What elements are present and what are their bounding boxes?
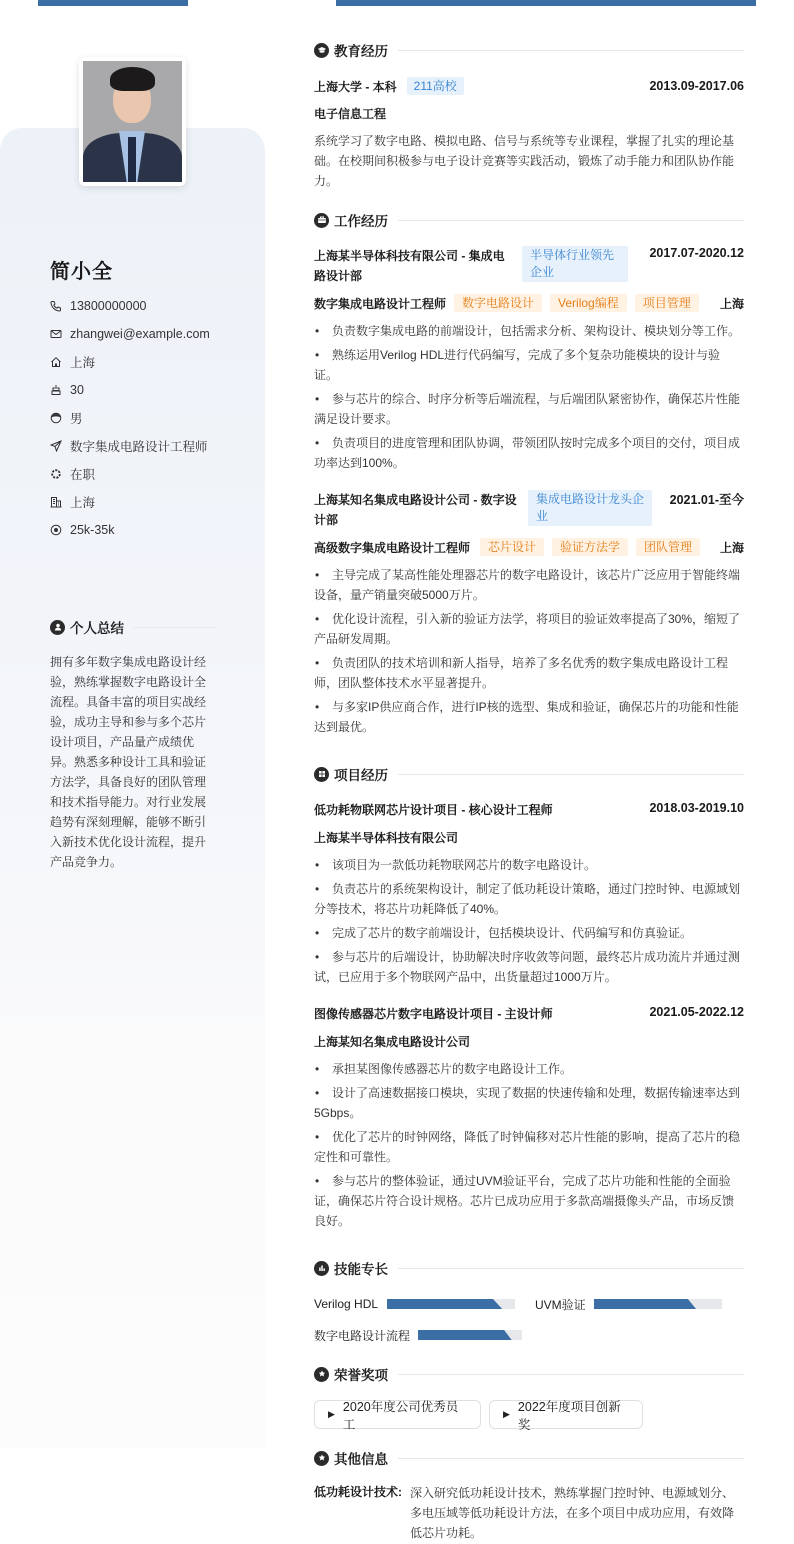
mail-icon	[50, 328, 62, 340]
skill-progress-bar	[594, 1299, 722, 1309]
project-bullets	[314, 1059, 744, 1235]
play-triangle-icon: ▶	[328, 1409, 335, 1419]
work-city: 上海	[719, 296, 744, 311]
list-item: • 完成了芯片的数字前端设计，包括模块设计、代码编写和仿真验证。	[314, 923, 744, 943]
avatar	[79, 57, 186, 186]
education-date: 2013.09-2017.06	[649, 79, 744, 93]
work-item-header	[314, 246, 744, 286]
skill-name: 数字电路设计流程	[314, 1328, 411, 1343]
list-item: • 该项目为一款低功耗物联网芯片的数字电路设计。	[314, 855, 744, 875]
summary-text: 拥有多年数字集成电路设计经验，熟练掌握数字电路设计全流程。具备丰富的项目实战经验，成功主导和参与多个芯片设计项目，产品量产成绩优异。熟悉多种设计工具和验证方法学，具备良好的团队管理和技术指导能力。对行业发展趋势有深刻理解，能够不断引入新技术优化设计流程，提升产品竞争力。	[50, 655, 207, 869]
award-label: 2022年度项目创新奖	[517, 1399, 621, 1432]
info-gender	[50, 404, 250, 432]
skill-progress-fill	[387, 1299, 502, 1309]
project-name: 图像传感器芯片数字电路设计项目 - 主设计师	[314, 1007, 553, 1021]
project-header-row	[314, 1005, 744, 1022]
skill-item	[314, 1297, 515, 1311]
info-text: 在职	[70, 468, 96, 482]
list-item: • 优化了芯片的时钟网络，降低了时钟偏移对芯片性能的影响，提高了芯片的稳定性和可靠性。	[314, 1127, 744, 1167]
skill-progress-bar	[418, 1330, 522, 1340]
grid-icon	[314, 767, 329, 782]
info-text: 13800000000	[70, 299, 147, 313]
info-salary	[50, 516, 250, 544]
info-text: zhangwei@example.com	[70, 327, 210, 341]
list-item: • 负责项目的进度管理和团队协调，带领团队按时完成多个项目的交付，项目成功率达到100%。	[314, 433, 744, 473]
info-text: 男	[70, 412, 83, 426]
info-status	[50, 460, 250, 488]
skill-tag: Verilog编程	[550, 294, 627, 312]
skill-name: Verilog HDL	[314, 1297, 379, 1311]
list-item: • 承担某图像传感器芯片的数字电路设计工作。	[314, 1059, 744, 1079]
info-location	[50, 348, 250, 376]
profile-photo	[83, 61, 182, 182]
company-name: 上海某半导体科技有限公司 - 集成电路设计部	[314, 249, 505, 283]
skill-tag: 验证方法学	[552, 538, 628, 556]
skill-progress-fill	[594, 1299, 696, 1309]
skill-tag: 数字电路设计	[454, 294, 542, 312]
projects-section-header	[314, 764, 744, 784]
list-item: • 参与芯片的后端设计，协助解决时序收敛等问题，最终芯片成功流片并通过测试，已应用于多个物联网产品中，出货量超过1000万片。	[314, 947, 744, 987]
education-section-header	[314, 40, 744, 60]
company-tag: 半导体行业领先企业	[522, 246, 628, 282]
company-name: 上海某知名集成电路设计公司 - 数字设计部	[314, 493, 517, 527]
skill-tag: 芯片设计	[480, 538, 544, 556]
major-row	[314, 105, 744, 122]
info-text: 上海	[70, 496, 96, 510]
list-item: • 与多家IP供应商合作，进行IP核的选型、集成和验证，确保芯片的功能和性能达到最优。	[314, 697, 744, 737]
company-tag: 集成电路设计龙头企业	[528, 490, 652, 526]
user-icon	[50, 620, 65, 635]
list-item: • 负责芯片的系统架构设计，制定了低功耗设计策略，通过门控时钟、电源域划分等技术，将芯片功耗降低了40%。	[314, 879, 744, 919]
education-description: 系统学习了数字电路、模拟电路、信号与系统等专业课程，掌握了扎实的理论基础。在校期间积极参与电子设计竞赛等实践活动，锻炼了动手能力和团队协作能力。	[314, 134, 735, 188]
info-badge-icon	[314, 1451, 329, 1466]
info-email	[50, 320, 250, 348]
send-icon	[50, 440, 62, 452]
work-item-header	[314, 490, 744, 530]
section-title: 其他信息	[334, 1452, 388, 1467]
home-icon	[50, 356, 62, 368]
list-item: • 负责团队的技术培训和新人指导，培养了多名优秀的数字集成电路设计工程师，团队整体技术水平显著提升。	[314, 653, 744, 693]
divider	[398, 50, 744, 51]
info-text: 25k-35k	[70, 523, 115, 537]
job-title: 数字集成电路设计工程师	[314, 296, 447, 311]
gender-icon	[50, 412, 62, 424]
section-title: 技能专长	[334, 1262, 388, 1277]
summary-section-header	[50, 617, 216, 637]
work-position-row	[314, 294, 744, 312]
school-tag: 211高校	[407, 77, 464, 95]
divider	[134, 627, 216, 628]
project-name: 低功耗物联网芯片设计项目 - 核心设计工程师	[314, 803, 553, 817]
work-position-row	[314, 538, 744, 556]
divider	[398, 220, 744, 221]
project-header-row	[314, 801, 744, 818]
list-item: • 优化设计流程，引入新的验证方法学，将项目的验证效率提高了30%，缩短了产品研发周期。	[314, 609, 744, 649]
info-text: 数字集成电路设计工程师	[70, 440, 208, 454]
skill-progress-bar	[387, 1299, 515, 1309]
project-company: 上海某半导体科技有限公司	[314, 831, 459, 845]
salary-icon	[50, 524, 62, 536]
age-icon	[50, 384, 62, 396]
work-bullets	[314, 565, 744, 741]
skill-item	[535, 1297, 722, 1311]
project-bullets	[314, 855, 744, 991]
award-icon	[314, 1367, 329, 1382]
other-label: 低功耗设计技术:	[314, 1485, 402, 1499]
divider	[398, 774, 744, 775]
project-date: 2018.03-2019.10	[649, 801, 744, 815]
contact-info-list	[50, 292, 250, 544]
section-title: 项目经历	[334, 768, 388, 783]
divider	[398, 1458, 744, 1459]
top-accent-bar-left	[38, 0, 188, 6]
project-date: 2021.05-2022.12	[649, 1005, 744, 1019]
project-company-row	[314, 829, 744, 846]
list-item: • 参与芯片的整体验证，通过UVM验证平台，完成了芯片功能和性能的全面验证，确保芯片符合设计规格。芯片已成功应用于多款高端摄像头产品，市场反馈良好。	[314, 1171, 744, 1231]
status-icon	[50, 468, 62, 480]
education-header-row	[314, 77, 744, 95]
award-item[interactable]	[314, 1399, 481, 1432]
divider	[398, 1374, 744, 1375]
work-city: 上海	[719, 540, 744, 555]
info-position	[50, 432, 250, 460]
divider	[398, 1268, 744, 1269]
work-section-header	[314, 210, 744, 230]
info-city	[50, 488, 250, 516]
phone-icon	[50, 300, 62, 312]
skill-item	[314, 1328, 522, 1342]
project-company-row	[314, 1033, 744, 1050]
awards-section-header	[314, 1364, 744, 1384]
skill-name: UVM验证	[535, 1297, 586, 1312]
top-accent-bar-right	[336, 0, 756, 6]
award-item[interactable]	[489, 1399, 643, 1432]
job-title: 高级数字集成电路设计工程师	[314, 540, 471, 555]
work-bullets	[314, 321, 744, 477]
list-item: • 负责数字集成电路的前端设计，包括需求分析、架构设计、模块划分等工作。	[314, 321, 744, 341]
section-title: 荣誉奖项	[334, 1368, 388, 1383]
briefcase-icon	[314, 213, 329, 228]
list-item: • 设计了高速数据接口模块，实现了数据的快速传输和处理，数据传输速率达到5Gbps。	[314, 1083, 744, 1123]
section-title: 工作经历	[334, 214, 388, 229]
play-triangle-icon: ▶	[503, 1409, 510, 1419]
list-item: • 熟练运用Verilog HDL进行代码编写，完成了多个复杂功能模块的设计与验证。	[314, 345, 744, 385]
section-title: 个人总结	[70, 621, 124, 636]
info-phone	[50, 292, 250, 320]
info-age	[50, 376, 250, 404]
project-company: 上海某知名集成电路设计公司	[314, 1035, 471, 1049]
school-name: 上海大学 - 本科	[314, 79, 397, 94]
info-text: 上海	[70, 356, 96, 370]
award-label: 2020年度公司优秀员工	[342, 1399, 459, 1432]
other-section-header	[314, 1448, 744, 1468]
section-title: 教育经历	[334, 44, 388, 59]
work-date: 2021.01-至今	[669, 493, 744, 507]
info-text: 30	[70, 383, 84, 397]
other-text: 深入研究低功耗设计技术，熟练掌握门控时钟、电源域划分、多电压域等低功耗设计方法，在多个项目中成功应用，有效降低芯片功耗。	[410, 1486, 735, 1540]
skill-tag: 项目管理	[635, 294, 699, 312]
candidate-name: 简小全	[50, 261, 113, 283]
work-date: 2017.07-2020.12	[649, 246, 744, 260]
major: 电子信息工程	[314, 107, 387, 121]
bar-chart-icon	[314, 1261, 329, 1276]
building-icon	[50, 496, 62, 508]
list-item: • 主导完成了某高性能处理器芯片的数字电路设计，该芯片广泛应用于智能终端设备，量产销量突破5000万片。	[314, 565, 744, 605]
list-item: • 参与芯片的综合、时序分析等后端流程，与后端团队紧密协作，确保芯片性能满足设计要求。	[314, 389, 744, 429]
skill-progress-fill	[418, 1330, 512, 1340]
skill-tag: 团队管理	[636, 538, 700, 556]
skills-section-header	[314, 1258, 744, 1278]
graduation-cap-icon	[314, 43, 329, 58]
